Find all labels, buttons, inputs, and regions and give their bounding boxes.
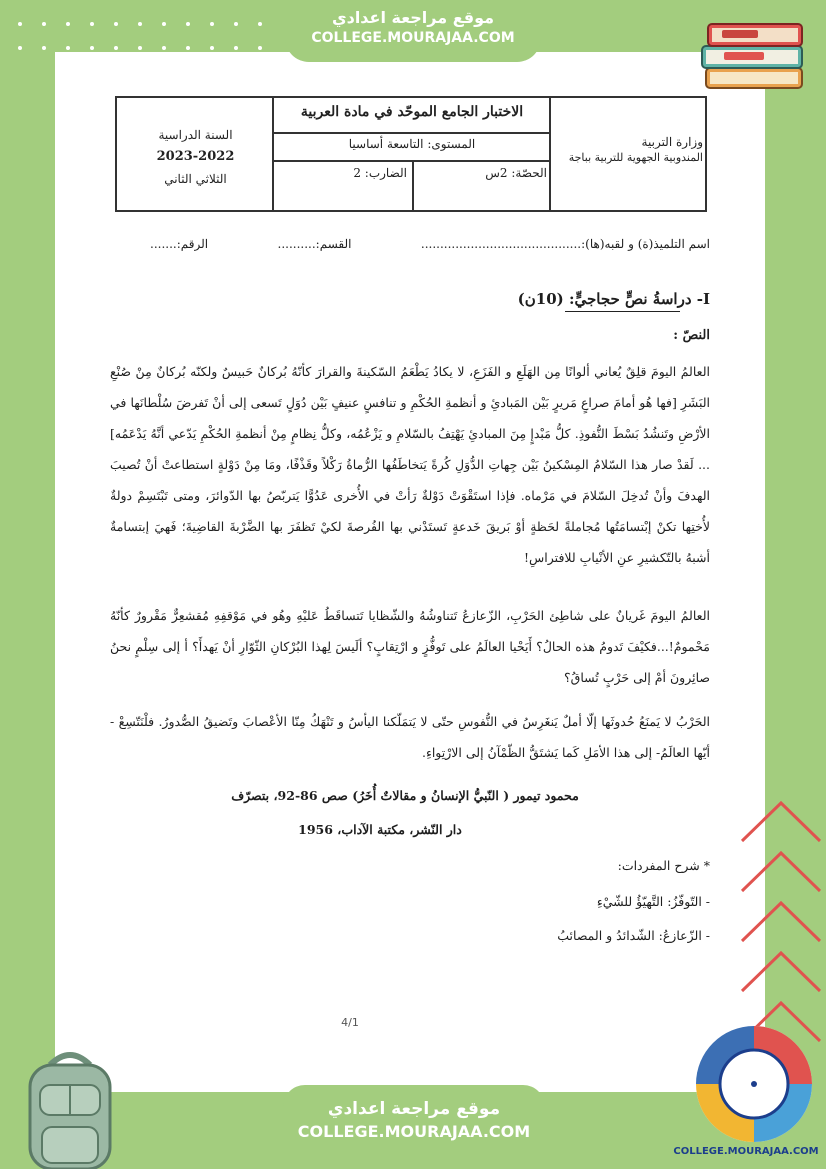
decorative-dots <box>0 0 280 60</box>
decorative-dot <box>258 22 262 26</box>
site-logo-icon <box>692 1022 816 1146</box>
directorate: المندوبية الجهوية للتربية بباجة <box>568 151 703 164</box>
section-title-underline <box>565 311 680 312</box>
site-domain: COLLEGE.MOURAJAA.COM <box>297 1122 531 1141</box>
chevron-up-icon <box>736 795 826 847</box>
decorative-dot <box>210 22 214 26</box>
site-name-ar: موقع مراجعة اعدادي <box>331 8 495 27</box>
decorative-dot <box>18 22 22 26</box>
top-site-banner[interactable] <box>285 0 541 62</box>
school-year: 2023-2022 <box>156 149 235 164</box>
decorative-dot <box>138 22 142 26</box>
level: المستوى: التاسعة أساسيا <box>348 137 476 151</box>
chevron-up-icon <box>736 895 826 947</box>
bottom-site-banner[interactable] <box>283 1085 545 1169</box>
decorative-dot <box>234 22 238 26</box>
decorative-dot <box>186 46 190 50</box>
site-logo-text: COLLEGE.MOURAJAA.COM <box>673 1146 819 1157</box>
decorative-dot <box>258 46 262 50</box>
glossary-title: * شرح المفردات: <box>617 858 710 873</box>
site-domain: COLLEGE.MOURAJAA.COM <box>311 30 515 46</box>
books-icon <box>700 14 810 96</box>
decorative-dot <box>18 46 22 50</box>
decorative-dot <box>162 46 166 50</box>
number-field[interactable]: الرقم:....... <box>150 237 209 251</box>
session: الحصّة: 2س <box>485 166 547 180</box>
text-label: النصّ : <box>673 328 710 343</box>
exam-header-table <box>115 96 707 212</box>
decorative-dot <box>66 46 70 50</box>
glossary-item: - التّوفّزُ: التَّهيّؤُ للشّيْءِ <box>596 894 710 909</box>
decorative-dot <box>114 46 118 50</box>
decorative-dot <box>114 22 118 26</box>
decorative-dot <box>138 46 142 50</box>
decorative-dot <box>66 22 70 26</box>
ministry: وزارة التربية <box>641 135 703 149</box>
decorative-dot <box>234 46 238 50</box>
school-year-label: السنة الدراسية <box>158 128 233 142</box>
term: الثلاثي الثاني <box>164 172 227 186</box>
chevron-up-icon <box>736 945 826 997</box>
decorative-dot <box>90 22 94 26</box>
chevron-up-icon <box>736 845 826 897</box>
decorative-dot <box>162 22 166 26</box>
decorative-dot <box>42 22 46 26</box>
paragraph-3: الحَرْبُ لا يَمنَعُ حُدوثَها إلّا أملٌ يَنغَرِسُ في النُّفوسِ حتّى لا يَتمَلّكنا اليأسُ و تَنْهَكُ مِنّا الأعْصابَ وتَضيقُ الصُّدورُ. فلْنَتّسِعْ - أيّها العالَمُ- إلى هذا الأمَلِ كَما يَشتَقُّ الظّمْآنُ إلى الارْتِواءِ. <box>110 714 710 760</box>
decorative-dot <box>186 22 190 26</box>
source-publisher: دار النّشر، مكتبة الآداب، 1956 <box>298 822 462 837</box>
backpack-icon <box>10 1045 130 1169</box>
source-author: محمود تيمور ( النّبيُّ الإنسانُ و مقالاتٌ أُخَرُ) صص 86-92، بتصرّف <box>231 788 579 803</box>
page-number: 4/1 <box>341 1016 359 1029</box>
paragraph-2: العالمُ اليومَ غَريانٌ على شاطِئ الحَرْبِ، الزّعازعُ تَتناوشُهُ والشّظايا تَتساقَطُ عَليْهِ وهُو في مَوْقفِهِ مُقشعِرٌّ مَقْرورٌ كأنّهُ مَحْمومٌ!...فكيْفَ تَدومُ هذه الحالُ؟ أَيَحْيا العالَمُ على تَوفُّزٍ و ارْتِقابٍ؟ ألَيسَ لِهذا البُرْكانِ الثّوّارِ أنْ يَهدأَ؟ أ إلى سِلْمٍ نحنُ صائِرونَ أمْ إلى حَرْبٍ تُساقُ؟ <box>110 608 710 685</box>
exam-title: الاختبار الجامع الموحّد في مادة العربية <box>300 104 524 120</box>
glossary-item: - الزّعازعُ: الشّدائدُ و المصائبُ <box>557 928 710 943</box>
student-name-field[interactable]: اسم التلميذ(ة) و لقبه(ها):.......................................... <box>420 237 710 251</box>
class-field[interactable]: القسم:.......... <box>277 237 352 251</box>
decorative-dot <box>90 46 94 50</box>
section-title: I- دراسةُ نصٍّ حجاجيٍّ: (10ن) <box>517 290 710 308</box>
coefficient: الضارب: 2 <box>353 166 407 180</box>
decorative-dot <box>42 46 46 50</box>
decorative-dot <box>210 46 214 50</box>
site-name-ar: موقع مراجعة اعدادي <box>327 1099 501 1119</box>
paragraph-1: العالمُ اليومَ قلِقٌ يُعاني ألوانًا مِن الهَلَعِ و الفَزَعِ، لا يكادُ يَطْعَمُ السّكينةَ والقرارَ كأنّهُ بُركانٌ حَبيسٌ ولكنّه بُركانٌ مِنْ صُنْعِ البَشَرِ [فها هُو أمامَ صراعٍ مَريرٍ بَيْن المَبادئِ و أنظمةِ الحُكْمِ و تنافسٍ عنيفٍ بَيْن دُوَلٍ تَسعى إلى أنْ تَفرضَ سُلْطانَها في الأرْضِ وتَنشُدُ بَسْطَ النُّفوذِ. كلُّ مَبْدإٍ مِنَ المبادئِ يَهْتِفُ بالسّلامِ و يَزْعُمُه، وكلُّ نِظامٍ مِنْ أنظمةِ الحُكْمِ يَدّعي أنَّهُ يَدْعَمُه] ... لَقدْ صار هذا السّلامُ المِسْكينُ بَيْن جِهاتِ الدُّوَلِ كُرةً يَتخاطَفُها الرُّماةُ رَكْلاً وقَذْفًا، ومَا مِنْ دَوْلةٍ استطاعتْ أنْ تُصيبَ الهدفَ وأنْ تُدخِلَ السّلامَ في مَرْماه. فإذا استَقْوَتْ دَوْلةٌ رَأتْ في الأُخرى عَدُوًّا يَتربّصُ بها الدّوائرَ، ومتى تَبْتَسِمْ دولةٌ لأُختِها تكنْ إبْتسامَتُها مُجاملةً لحَظةٍ أوْ بَريقَ خَدعةٍ تَستَدْني بها الفُرصةَ لكيْ تَظفَرَ بها الضَّرْبةَ القاضِيةَ؛ فَهيَ إبتسامةٌ أشبهُ بالتّكشيرِ عنِ الأنْيابِ للافتراسِ! <box>110 364 710 565</box>
